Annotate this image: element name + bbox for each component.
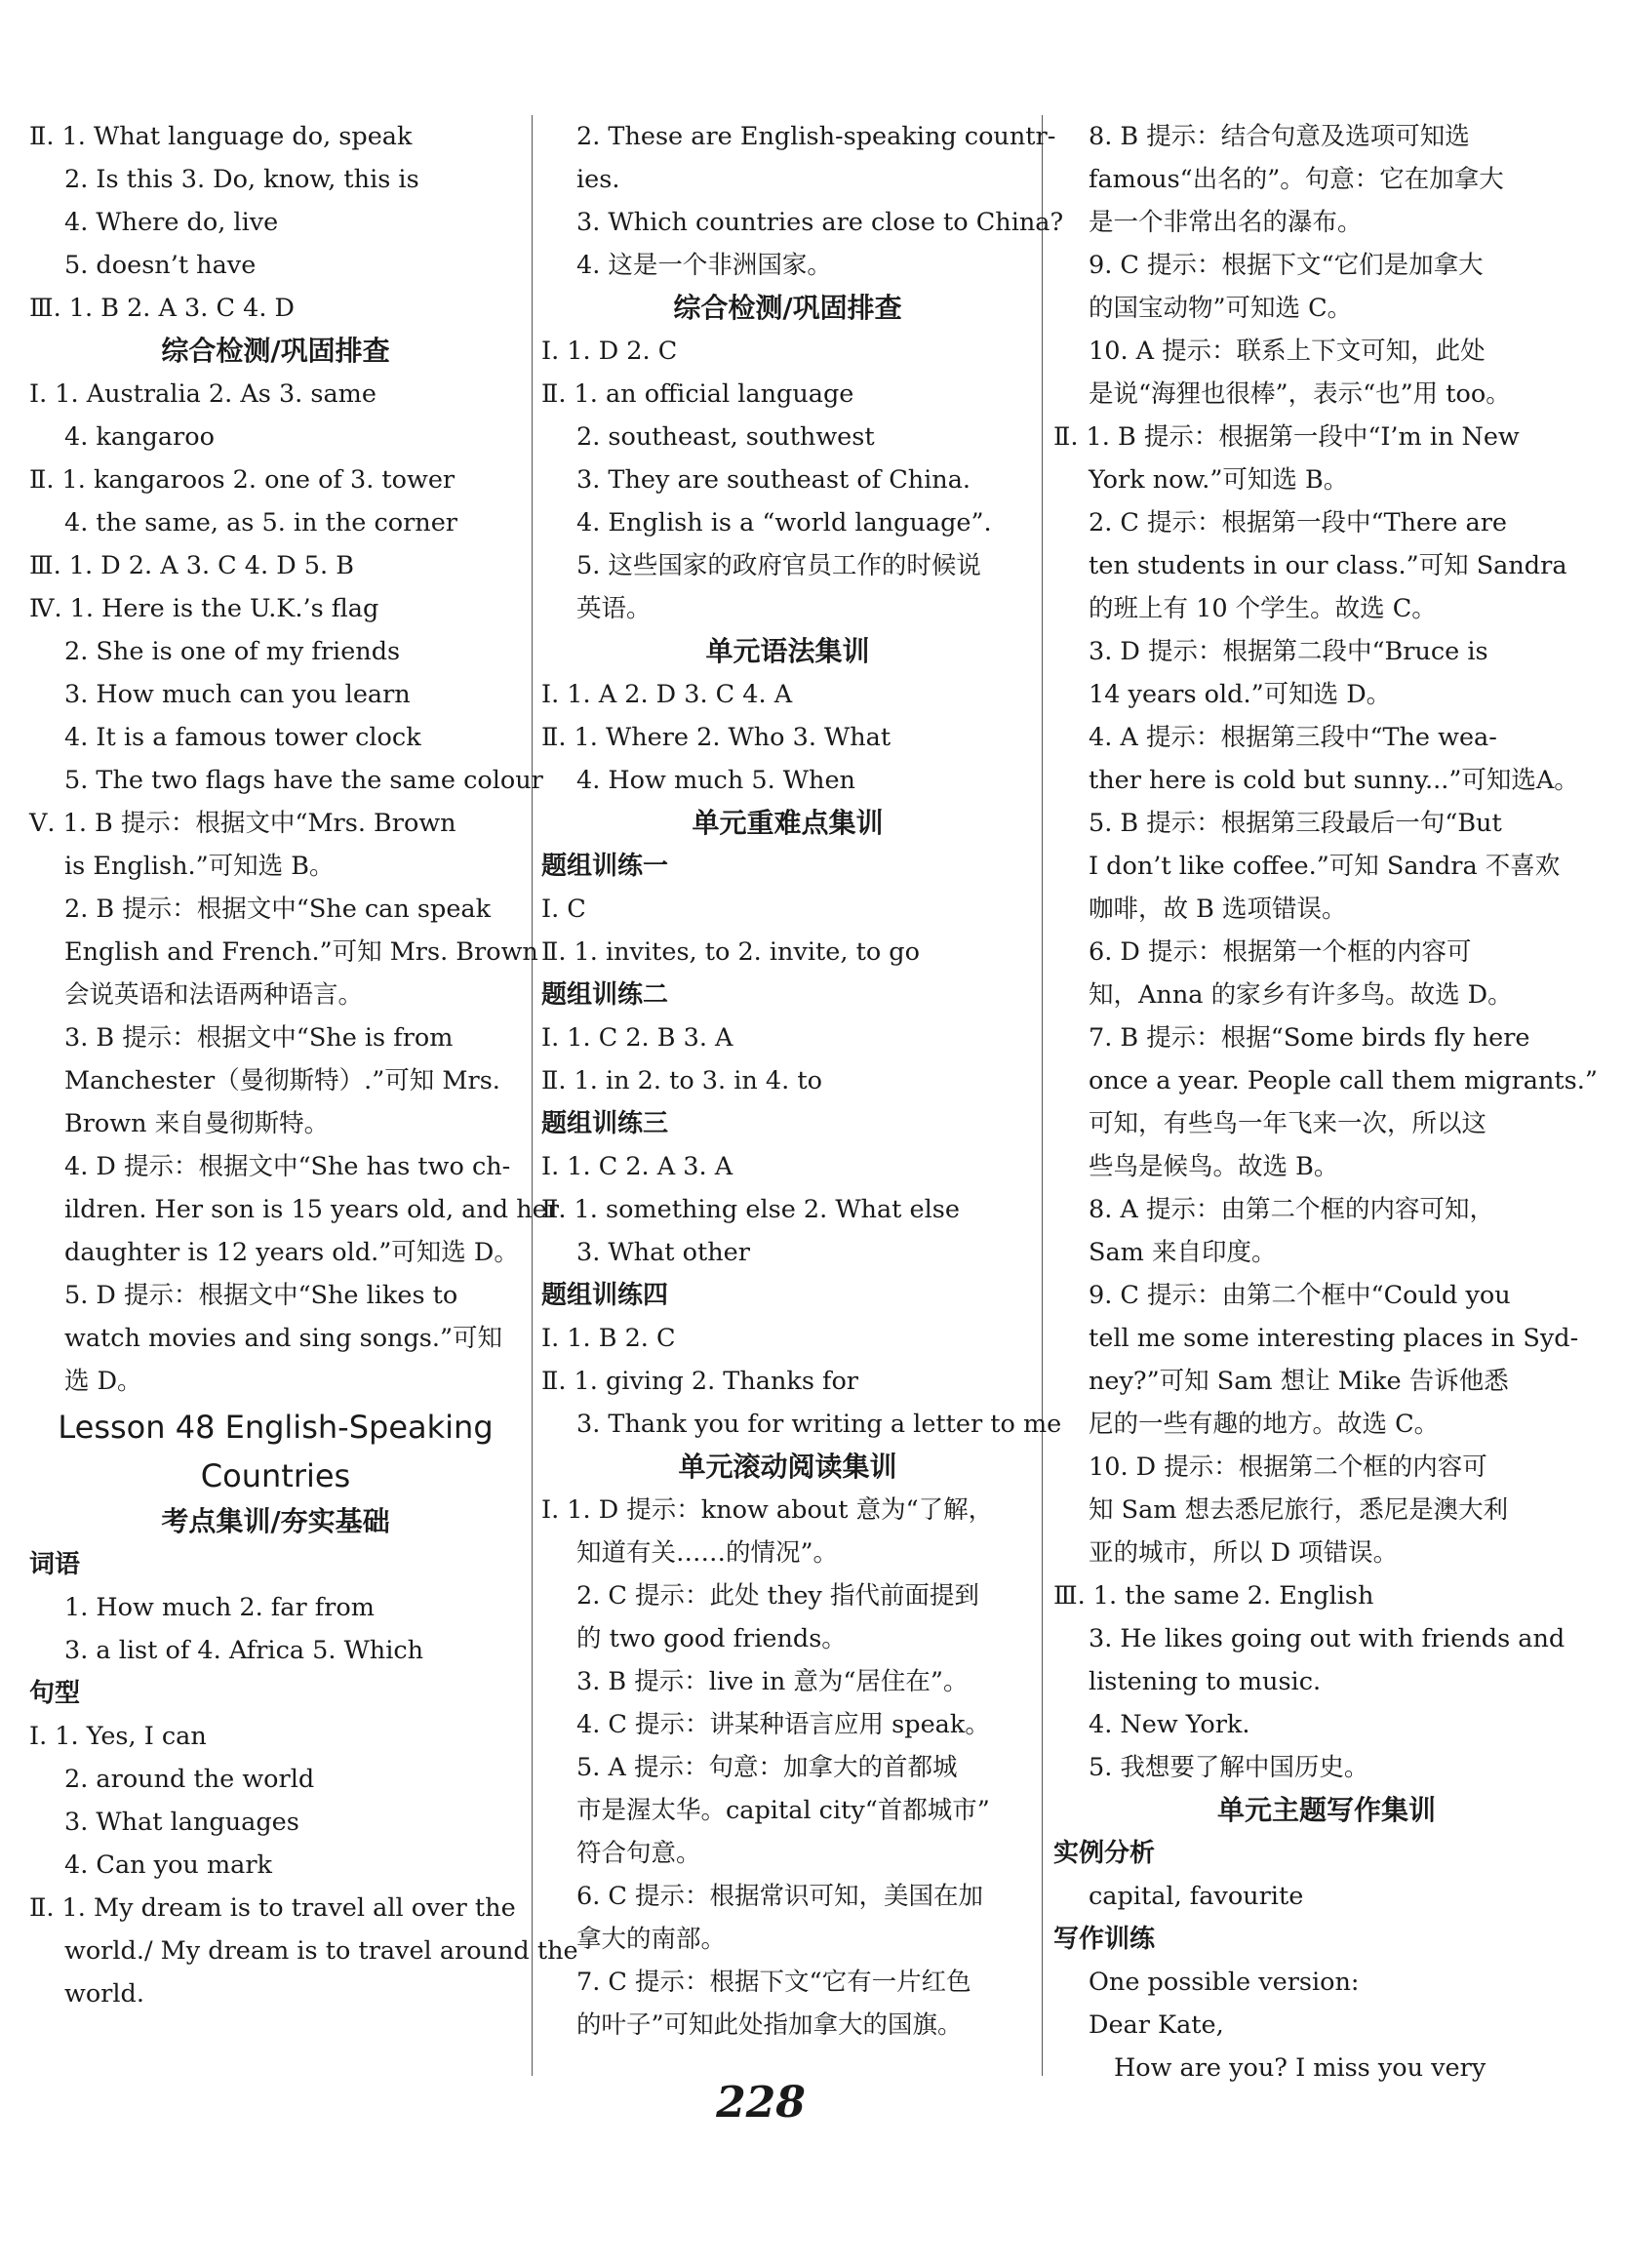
answer-line: Ⅱ. 1. What language do, speak: [29, 122, 413, 151]
answer-line: 4. New York.: [1089, 1710, 1250, 1739]
subsection-label: 题组训练一: [541, 852, 669, 881]
answer-line: 6. D 提示：根据第一个框的内容可: [1089, 937, 1472, 967]
answer-line: 知 Sam 想去悉尼旅行，悉尼是澳大利: [1089, 1495, 1509, 1525]
answer-line: famous“出名的”。句意：它在加拿大: [1089, 165, 1504, 194]
answer-line: 亚的城市，所以 D 项错误。: [1089, 1538, 1399, 1568]
answer-line: 2. Is this 3. Do, know, this is: [64, 165, 419, 194]
answer-line: 3. He likes going out with friends and: [1089, 1624, 1566, 1653]
answer-line: 选 D。: [64, 1367, 142, 1396]
answer-line: world./ My dream is to travel around the: [64, 1936, 578, 1966]
answer-line: Ⅰ. 1. A 2. D 3. C 4. A: [541, 680, 793, 709]
answer-line: 2. These are English-speaking countr-: [576, 122, 1056, 151]
column-middle: [541, 115, 1064, 2047]
answer-line: 3. What other: [576, 1238, 750, 1267]
answer-line: Ⅰ. 1. D 2. C: [541, 337, 678, 366]
lesson-title: Lesson 48 English-Speaking: [58, 1409, 494, 1446]
subsection-label: 写作训练: [1053, 1925, 1156, 1954]
answer-line: 4. C 提示：讲某种语言应用 speak。: [576, 1710, 990, 1739]
section-heading: 单元主题写作集训: [1216, 1794, 1436, 1826]
answer-line: 5. 我想要了解中国历史。: [1089, 1753, 1369, 1782]
answer-line: Ⅰ. 1. C 2. B 3. A: [541, 1023, 733, 1053]
answer-line: Ⅱ. 1. B 提示：根据第一段中“I’m in New: [1053, 422, 1520, 452]
answer-line: 5. 这些国家的政府官员工作的时候说: [576, 551, 981, 580]
answer-line: daughter is 12 years old.”可知选 D。: [64, 1238, 519, 1267]
answer-line: 的叶子”可知此处指加拿大的国旗。: [576, 2010, 963, 2040]
answer-line: Ⅱ. 1. an official language: [541, 379, 854, 409]
answer-line: 2. C 提示：此处 they 指代前面提到: [576, 1581, 979, 1611]
answer-line: English and French.”可知 Mrs. Brown: [64, 937, 538, 967]
answer-line: 8. A 提示：由第二个框的内容可知，: [1089, 1195, 1494, 1224]
answer-line: 尼的一些有趣的地方。故选 C。: [1089, 1410, 1440, 1439]
answer-line: 的国宝动物”可知选 C。: [1089, 294, 1353, 323]
answer-line: Ⅲ. 1. B 2. A 3. C 4. D: [29, 294, 295, 323]
answer-line: 4. It is a famous tower clock: [64, 723, 421, 752]
answer-line: Ⅱ. 1. something else 2. What else: [541, 1195, 960, 1224]
answer-line: 2. She is one of my friends: [64, 637, 401, 666]
answer-line: 2. around the world: [64, 1765, 315, 1794]
answer-line: 拿大的南部。: [576, 1925, 727, 1954]
answer-line: 4. the same, as 5. in the corner: [64, 508, 457, 537]
column-divider-2: [1042, 115, 1043, 2076]
answer-line: 14 years old.”可知选 D。: [1089, 680, 1392, 709]
answer-line: 3. Which countries are close to China?: [576, 208, 1064, 237]
answer-line: 9. C 提示：根据下文“它们是加拿大: [1089, 251, 1484, 280]
answer-line: Ⅱ. 1. kangaroos 2. one of 3. tower: [29, 465, 456, 495]
answer-line: 9. C 提示：由第二个框中“Could you: [1089, 1281, 1511, 1310]
answer-line: 6. C 提示：根据常识可知，美国在加: [576, 1882, 984, 1911]
answer-line: Ⅱ. 1. invites, to 2. invite, to go: [541, 937, 920, 967]
answer-line: 知道有关……的情况”。: [576, 1538, 839, 1568]
answer-line: One possible version:: [1089, 1968, 1360, 1997]
answer-line: 4. 这是一个非洲国家。: [576, 251, 832, 280]
answer-line: Ⅱ. 1. giving 2. Thanks for: [541, 1367, 858, 1396]
section-heading: 单元语法集训: [705, 635, 870, 667]
answer-line: 是说“海狸也很棒”，表示“也”用 too。: [1089, 379, 1511, 409]
answer-line: Ⅲ. 1. D 2. A 3. C 4. D 5. B: [29, 551, 354, 580]
subsection-label: 题组训练二: [541, 980, 669, 1010]
answer-line: Ⅰ. C: [541, 895, 586, 924]
answer-line: 会说英语和法语两种语言。: [64, 980, 364, 1010]
answer-line: 10. A 提示：联系上下文可知，此处: [1089, 337, 1486, 366]
answer-line: Ⅴ. 1. B 提示：根据文中“Mrs. Brown: [29, 809, 456, 838]
answer-line: 5. The two flags have the same colour: [64, 766, 543, 795]
answer-line: 3. What languages: [64, 1808, 299, 1837]
answer-line: 2. southeast, southwest: [576, 422, 875, 452]
answer-line: 市是渥太华。capital city“首都城市”: [576, 1796, 990, 1825]
answer-line: Ⅰ. 1. B 2. C: [541, 1324, 676, 1353]
answer-line: 3. a list of 4. Africa 5. Which: [64, 1636, 424, 1665]
answer-line: 4. English is a “world language”.: [576, 508, 992, 537]
answer-line: 2. B 提示：根据文中“She can speak: [64, 895, 492, 924]
answer-line: 3. B 提示：根据文中“She is from: [64, 1023, 454, 1053]
subsection-label: 题组训练四: [541, 1281, 669, 1310]
answer-line: ney?”可知 Sam 想让 Mike 告诉他悉: [1089, 1367, 1509, 1396]
answer-line: Ⅱ. 1. Where 2. Who 3. What: [541, 723, 892, 752]
answer-line: 7. B 提示：根据“Some birds fly here: [1089, 1023, 1530, 1053]
answer-line: ies.: [576, 165, 620, 194]
answer-line: tell me some interesting places in Syd-: [1089, 1324, 1579, 1353]
answer-line: Brown 来自曼彻斯特。: [64, 1109, 330, 1138]
answer-line: ildren. Her son is 15 years old, and her: [64, 1195, 559, 1224]
answer-line: 5. doesn’t have: [64, 251, 257, 280]
answer-line: 是一个非常出名的瀑布。: [1089, 208, 1363, 237]
answer-line: 的班上有 10 个学生。故选 C。: [1089, 594, 1437, 623]
section-heading: 综合检测/巩固排查: [161, 335, 390, 367]
section-heading: 考点集训/夯实基础: [161, 1505, 390, 1537]
section-heading: 单元滚动阅读集训: [678, 1451, 897, 1483]
section-heading: 综合检测/巩固排查: [673, 292, 902, 324]
subsection-label: 题组训练三: [541, 1109, 669, 1138]
answer-line: I don’t like coffee.”可知 Sandra 不喜欢: [1089, 852, 1561, 881]
answer-line: 2. C 提示：根据第一段中“There are: [1089, 508, 1507, 537]
answer-line: ther here is cold but sunny...”可知选A。: [1089, 766, 1579, 795]
answer-line: 3. D 提示：根据第二段中“Bruce is: [1089, 637, 1488, 666]
answer-line: 1. How much 2. far from: [64, 1593, 375, 1622]
answer-line: 4. Can you mark: [64, 1850, 272, 1880]
answer-line: 10. D 提示：根据第二个框的内容可: [1089, 1452, 1487, 1482]
answer-line: ten students in our class.”可知 Sandra: [1089, 551, 1567, 580]
answer-line: 4. kangaroo: [64, 422, 215, 452]
answer-line: 5. B 提示：根据第三段最后一句“But: [1089, 809, 1502, 838]
answer-line: Ⅰ. 1. Yes, I can: [29, 1722, 207, 1751]
answer-line: Ⅰ. 1. C 2. A 3. A: [541, 1152, 733, 1181]
answer-line: 5. A 提示：句意：加拿大的首都城: [576, 1753, 958, 1782]
answer-line: Manchester（曼彻斯特）.”可知 Mrs.: [64, 1066, 500, 1095]
answer-line: 英语。: [576, 594, 652, 623]
lesson-title: Countries: [200, 1457, 351, 1494]
answer-line: Ⅱ. 1. My dream is to travel all over the: [29, 1893, 516, 1923]
answer-line: 可知，有些鸟一年飞来一次，所以这: [1089, 1109, 1487, 1138]
answer-line: 些鸟是候鸟。故选 B。: [1089, 1152, 1339, 1181]
answer-line: Ⅳ. 1. Here is the U.K.’s flag: [29, 594, 379, 623]
answer-line: Ⅰ. 1. D 提示：know about 意为“了解，: [541, 1495, 994, 1525]
answer-line: is English.”可知选 B。: [64, 852, 335, 881]
answer-line: York now.”可知选 B。: [1089, 465, 1349, 495]
answer-line: 4. Where do, live: [64, 208, 279, 237]
answer-line: Dear Kate,: [1089, 2010, 1224, 2040]
answer-line: 4. D 提示：根据文中“She has two ch-: [64, 1152, 511, 1181]
answer-line: 5. D 提示：根据文中“She likes to: [64, 1281, 458, 1310]
answer-line: Ⅲ. 1. the same 2. English: [1053, 1581, 1374, 1611]
subsection-label: 句型: [29, 1679, 81, 1708]
answer-line: capital, favourite: [1089, 1882, 1304, 1911]
answer-line: 3. Thank you for writing a letter to me: [576, 1410, 1062, 1439]
subsection-label: 实例分析: [1053, 1839, 1156, 1868]
answer-line: 8. B 提示：结合句意及选项可知选: [1089, 122, 1470, 151]
page-number: 228: [716, 2078, 806, 2128]
answer-line: 7. C 提示：根据下文“它有一片红色: [576, 1968, 971, 1997]
answer-line: 咖啡，故 B 选项错误。: [1089, 895, 1347, 924]
answer-line: world.: [64, 1979, 144, 2009]
answer-line: watch movies and sing songs.”可知: [64, 1324, 503, 1353]
column-left: [29, 115, 578, 2015]
section-heading: 单元重难点集训: [692, 807, 884, 839]
subsection-label: 词语: [29, 1550, 81, 1579]
answer-line: 4. A 提示：根据第三段中“The wea-: [1089, 723, 1497, 752]
answer-line: once a year. People call them migrants.”: [1089, 1066, 1598, 1095]
answer-line: 3. How much can you learn: [64, 680, 411, 709]
answer-line: Ⅰ. 1. Australia 2. As 3. same: [29, 379, 377, 409]
answer-line: 3. They are southeast of China.: [576, 465, 971, 495]
answer-line: 知，Anna 的家乡有许多鸟。故选 D。: [1089, 980, 1513, 1010]
answer-line: Ⅱ. 1. in 2. to 3. in 4. to: [541, 1066, 822, 1095]
answer-line: 3. B 提示：live in 意为“居住在”。: [576, 1667, 969, 1696]
answer-line: Sam 来自印度。: [1089, 1238, 1277, 1267]
column-divider-1: [532, 115, 533, 2076]
answer-line: 符合句意。: [576, 1839, 701, 1868]
column-right: [1053, 115, 1600, 2089]
answer-line: 的 two good friends。: [576, 1624, 847, 1653]
answer-line: listening to music.: [1089, 1667, 1322, 1696]
answer-line: 4. How much 5. When: [576, 766, 855, 795]
answer-line: How are you? I miss you very: [1114, 2053, 1486, 2083]
